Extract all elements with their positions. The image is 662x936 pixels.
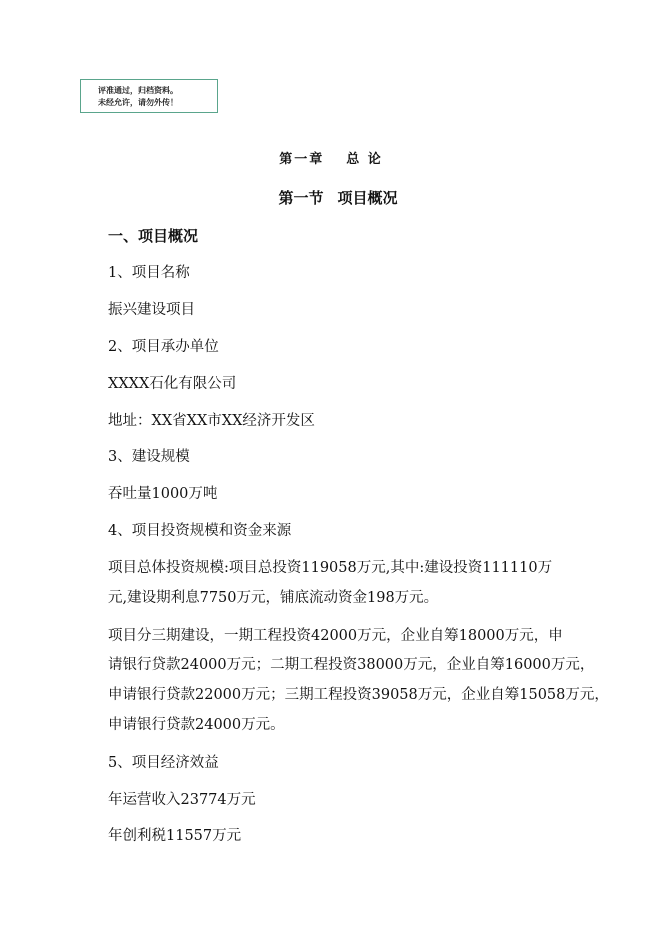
notice-line-1: 评准通过，归档资料。 <box>98 86 178 95</box>
chapter-name: 总 论 <box>346 152 383 167</box>
item-organizer-company: XXXX石化有限公司 <box>108 376 237 392</box>
item-project-name-label: 1、项目名称 <box>108 265 190 281</box>
chapter-title <box>0 150 662 170</box>
section-title <box>0 188 662 208</box>
item-benefit-revenue: 年运营收入23774万元 <box>108 792 256 808</box>
section-number: 第一节 <box>278 189 324 207</box>
heading-project-overview: 一、项目概况 <box>108 227 199 245</box>
investment-para1-line1: 项目总体投资规模:项目总投资119058万元,其中:建设投资111110万 <box>108 560 553 576</box>
chapter-number: 第一章 <box>279 152 325 167</box>
archive-notice-box <box>80 79 218 113</box>
item-benefit-profit-tax: 年创利税11557万元 <box>108 828 242 844</box>
investment-para1-line2: 元,建设期利息7750万元，铺底流动资金198万元。 <box>108 590 439 606</box>
item-organizer-label: 2、项目承办单位 <box>108 339 219 355</box>
investment-para2-line3: 申请银行贷款22000万元；三期工程投资39058万元，企业自筹15058万元， <box>108 687 609 703</box>
investment-para2-line4: 申请银行贷款24000万元。 <box>108 717 285 733</box>
item-project-name-value: 振兴建设项目 <box>108 302 195 318</box>
item-benefit-label: 5、项目经济效益 <box>108 755 219 771</box>
investment-para2-line1: 项目分三期建设，一期工程投资42000万元，企业自筹18000万元，申 <box>108 628 563 644</box>
item-scale-label: 3、建设规模 <box>108 449 190 465</box>
section-name: 项目概况 <box>337 189 398 207</box>
item-investment-label: 4、项目投资规模和资金来源 <box>108 523 292 539</box>
item-scale-value: 吞吐量1000万吨 <box>108 486 218 502</box>
investment-para2-line2: 请银行贷款24000万元；二期工程投资38000万元，企业自筹16000万元， <box>108 657 595 673</box>
item-organizer-address: 地址：XX省XX市XX经济开发区 <box>108 413 315 429</box>
notice-line-2: 未经允许，请勿外传！ <box>98 98 178 107</box>
